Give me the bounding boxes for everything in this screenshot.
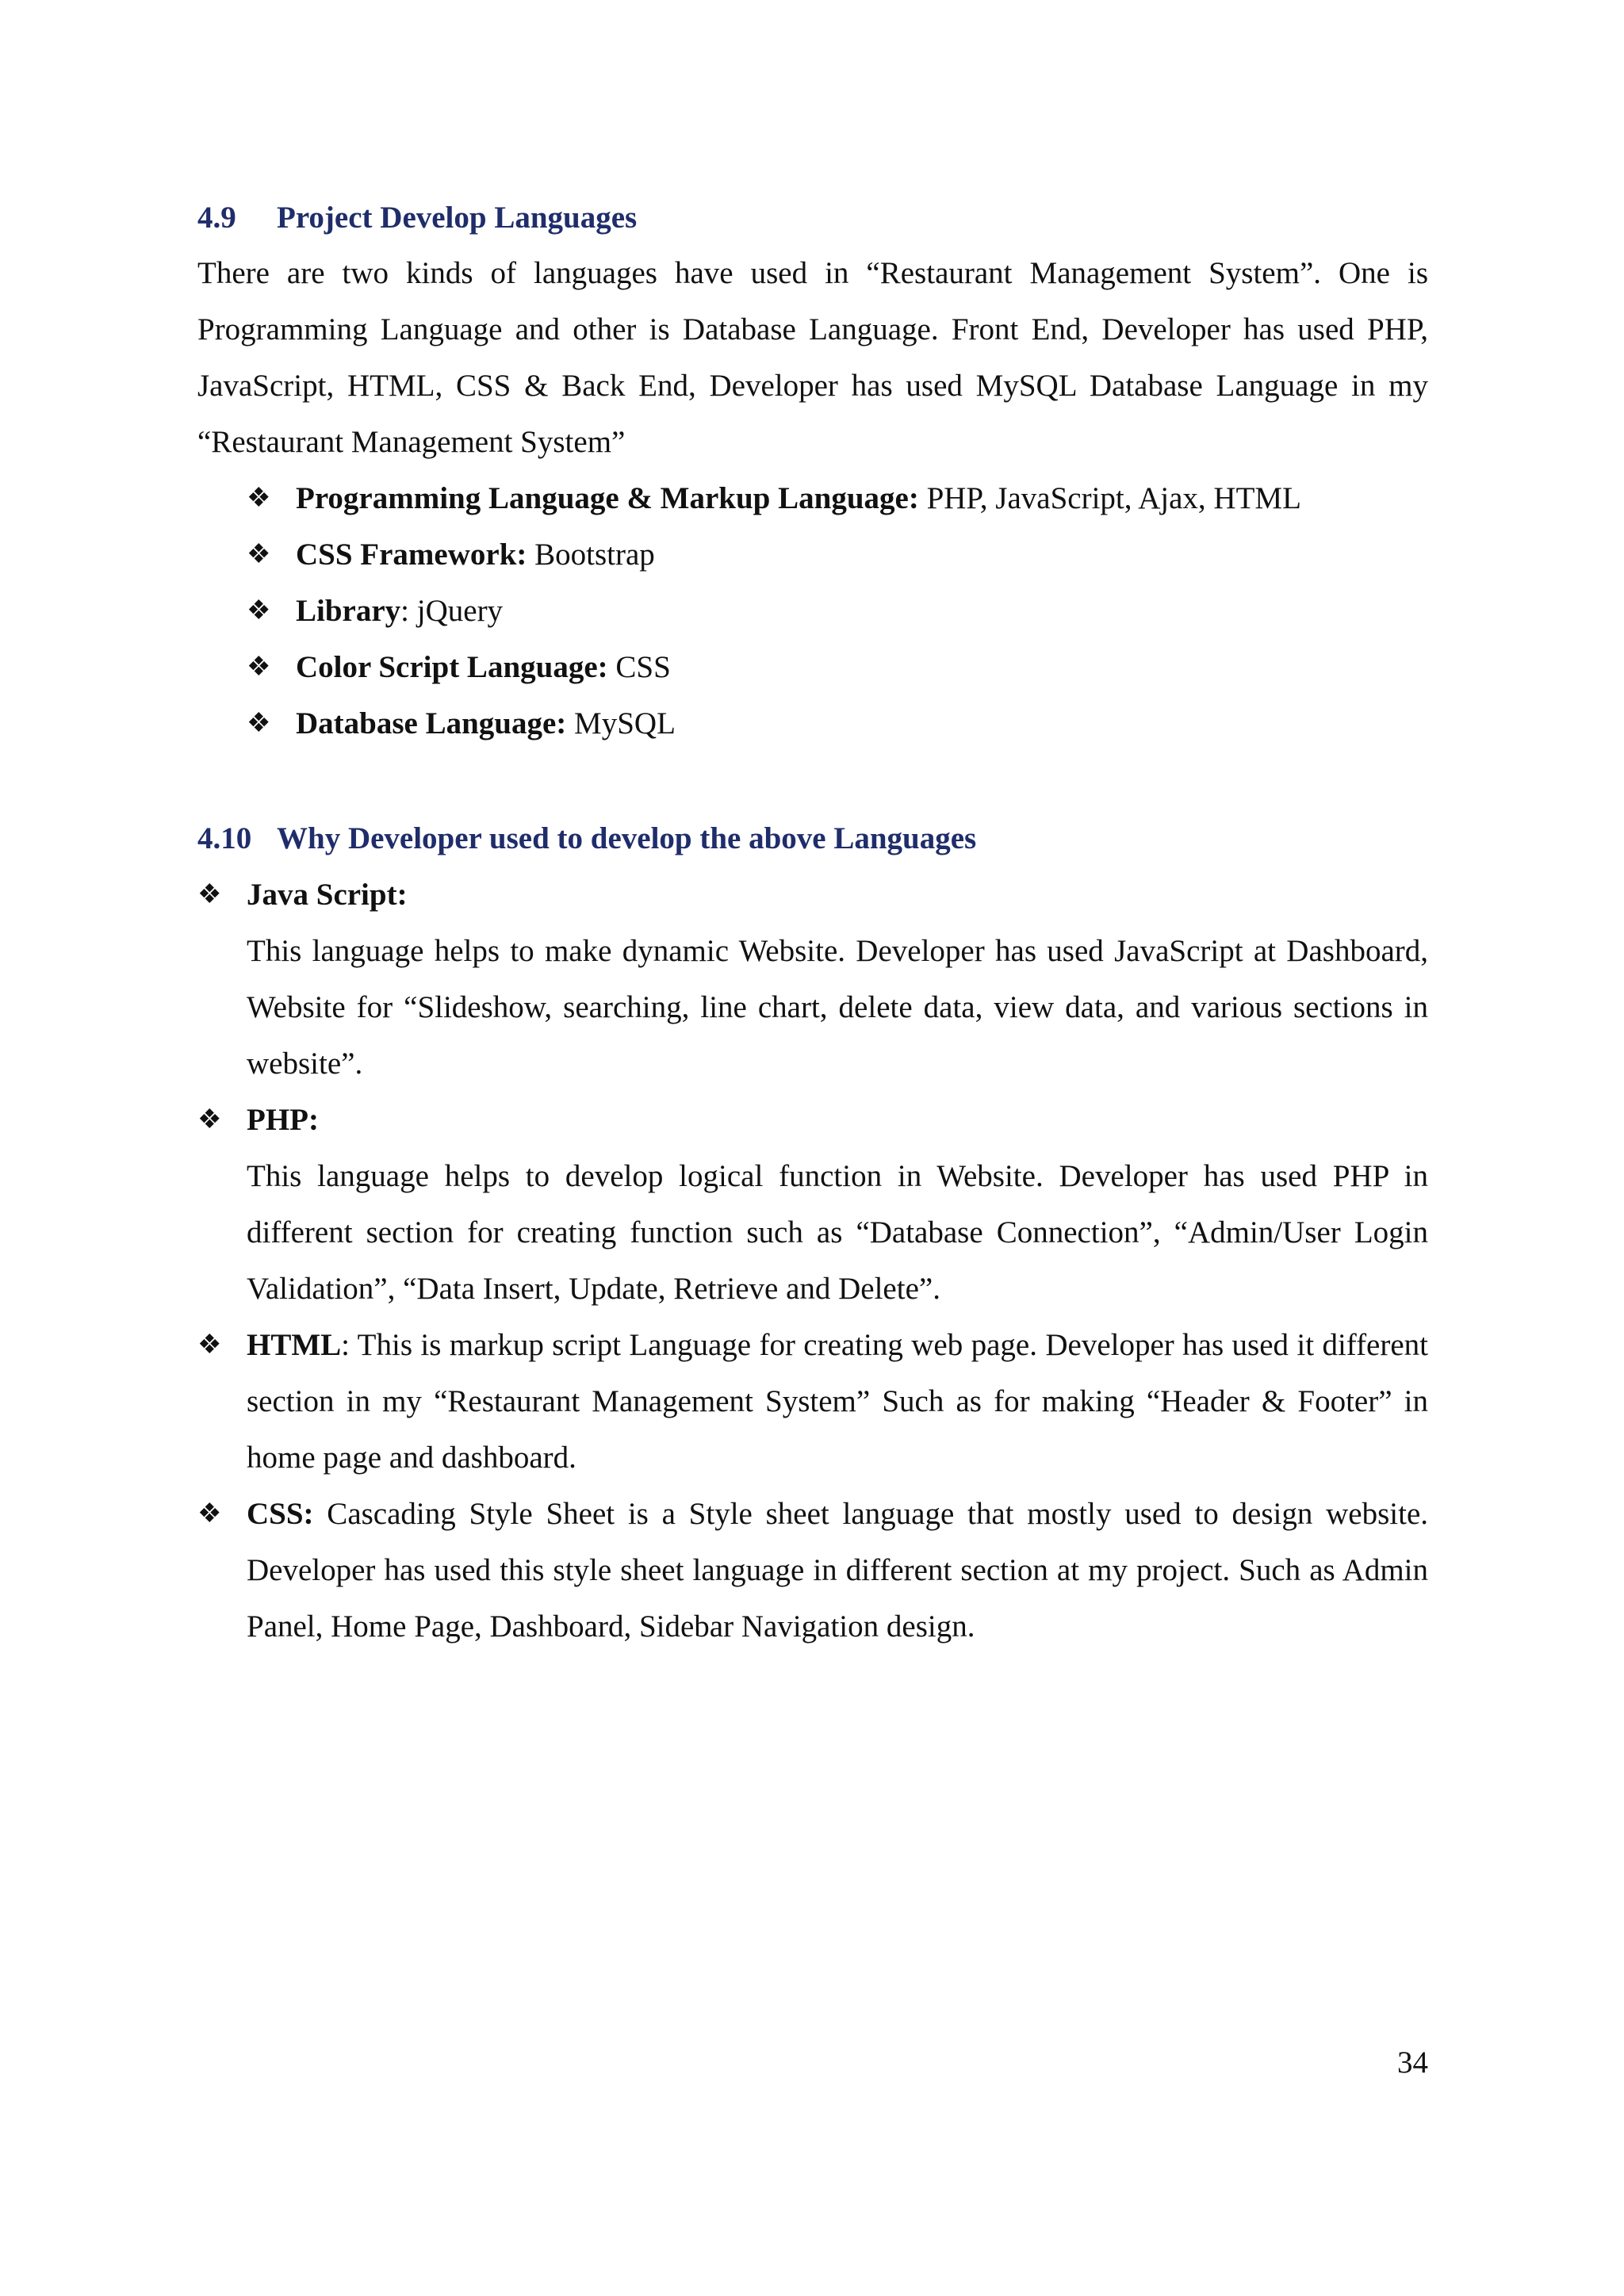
list-item [247,695,1428,752]
bullet-value: MySQL [566,706,676,740]
section-number: 4.10 [197,821,252,855]
item-title: CSS: [247,1497,314,1531]
item-title: Java Script: [247,878,408,912]
diamond-bullet-icon: ❖ [247,652,271,682]
bullet-label: Programming Language & Markup Language: [296,481,919,515]
diamond-bullet-icon: ❖ [197,1105,222,1135]
section-title: Project Develop Languages [277,201,638,235]
list-item [247,526,1428,583]
language-bullet-list [247,470,1428,752]
reason-item-html [197,1317,1428,1486]
item-text: This language helps to make dynamic Website. Developer has used JavaScript at Dashboard, Website for “Slideshow, searching, line chart, delete data, view data, and various sections in website”. [247,934,1428,1081]
section-heading-4-9 [197,202,637,233]
bullet-label: Color Script Language: [296,650,608,684]
list-item [247,470,1428,526]
page-number: 34 [1397,2045,1428,2080]
bullet-label: Database Language: [296,706,567,740]
item-text: This language helps to develop logical function in Website. Developer has used PHP in different section for creating function such as “Database Connection”, “Admin/User Login Validation”, “Data Insert, Update, Retrieve and Delete”. [247,1159,1428,1306]
section-number: 4.9 [197,201,236,235]
list-item [247,639,1428,695]
bullet-value: PHP, JavaScript, Ajax, HTML [918,481,1301,515]
bullet-value: : jQuery [400,594,504,628]
section-heading-4-10 [197,823,976,854]
diamond-bullet-icon: ❖ [197,1330,222,1360]
bullet-label: CSS Framework: [296,538,527,572]
diamond-bullet-icon: ❖ [247,709,271,738]
item-title: PHP: [247,1103,319,1137]
reason-item-php [197,1092,1428,1317]
item-text: : This is markup script Language for creating web page. Developer has used it different section in my “Restaurant Management System” Such as for making “Header & Footer” in home page and dashboard. [247,1328,1428,1475]
item-title: HTML [247,1328,342,1362]
list-item [247,583,1428,639]
intro-paragraph: There are two kinds of languages have used in “Restaurant Management System”. One is Programming Language and other is Database Language. Front End, Developer has used PHP, JavaScript, HTML, CSS & Back End, Developer has used MySQL Database Language in my “Restaurant Management System” [197,256,1428,459]
bullet-value: CSS [607,650,671,684]
bullet-value: Bootstrap [527,538,655,572]
reason-item-css [197,1486,1428,1655]
diamond-bullet-icon: ❖ [197,880,222,909]
intro-paragraph-block [197,245,1428,470]
diamond-bullet-icon: ❖ [247,540,271,569]
item-text: Cascading Style Sheet is a Style sheet language that mostly used to design website. Developer has used this style sheet language in different section at my project. Such as Admin Panel, Home Page, Dashboard, Sidebar Navigation design. [247,1497,1428,1644]
section-title: Why Developer used to develop the above Languages [277,821,977,855]
diamond-bullet-icon: ❖ [197,1499,222,1529]
bullet-label: Library [296,594,401,628]
reason-item-javascript [197,867,1428,1092]
diamond-bullet-icon: ❖ [247,484,271,513]
diamond-bullet-icon: ❖ [247,596,271,626]
